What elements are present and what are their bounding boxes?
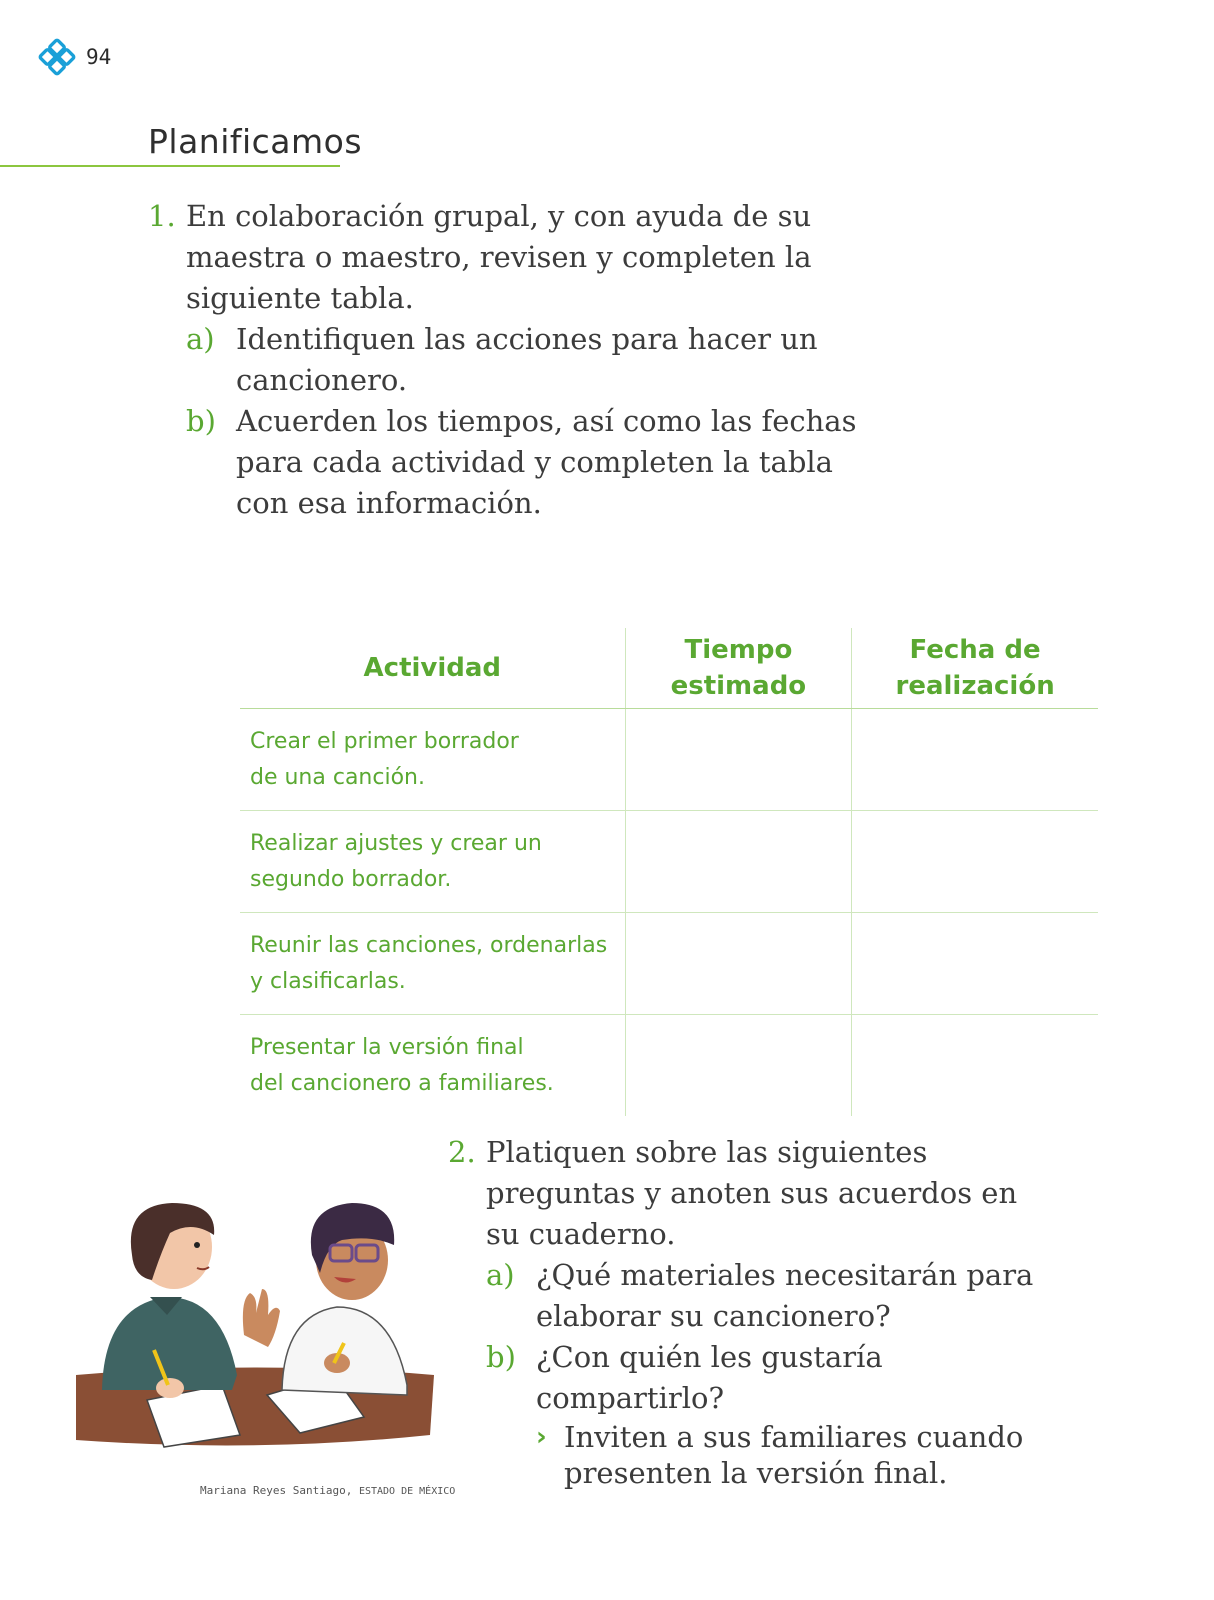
estimated-time-cell[interactable] — [625, 1015, 852, 1117]
estimated-time-cell[interactable] — [625, 913, 852, 1015]
question-1-line: siguiente tabla. — [186, 281, 414, 315]
activity-cell — [240, 709, 625, 811]
chevron-right-icon: › — [536, 1422, 547, 1452]
activity-cell — [240, 1015, 625, 1117]
header-activity: Actividad — [240, 628, 625, 709]
question-1 — [148, 196, 908, 524]
question-1-number: 1. — [148, 199, 176, 233]
item-line: con esa información. — [236, 486, 542, 520]
header-line: Fecha de — [909, 635, 1041, 665]
illustration-credit — [200, 1484, 455, 1497]
question-1-line: maestra o maestro, revisen y completen la — [186, 240, 812, 274]
bullet-line: presenten la versión final. — [564, 1456, 948, 1490]
completion-date-cell[interactable] — [852, 811, 1098, 913]
question-1-line: En colaboración grupal, y con ayuda de su — [186, 199, 812, 233]
credit-place: ESTADO DE MÉXICO — [358, 1486, 456, 1497]
estimated-time-cell[interactable] — [625, 811, 852, 913]
activity-line: Reunir las canciones, ordenarlas — [250, 932, 608, 958]
table-row — [240, 1015, 1098, 1117]
table-header-row — [240, 628, 1098, 709]
page-number: 94 — [86, 45, 112, 69]
students-illustration — [72, 1185, 442, 1475]
title-underline — [0, 165, 340, 167]
credit-author: Mariana Reyes Santiago, — [200, 1484, 353, 1497]
completion-date-cell[interactable] — [852, 709, 1098, 811]
item-line: para cada actividad y completen la tabla — [236, 445, 833, 479]
question-2-line: Platiquen sobre las siguientes — [486, 1135, 928, 1169]
item-line: cancionero. — [236, 363, 408, 397]
header-line: estimado — [670, 671, 807, 701]
header-line: realización — [895, 671, 1055, 701]
item-line: ¿Con quién les gustaría — [536, 1340, 883, 1374]
header-estimated-time — [625, 628, 852, 709]
completion-date-cell[interactable] — [852, 913, 1098, 1015]
item-line: elaborar su cancionero? — [536, 1299, 891, 1333]
table-row — [240, 709, 1098, 811]
activity-line: Presentar la versión final — [250, 1034, 524, 1060]
activity-line: Crear el primer borrador — [250, 728, 519, 754]
activity-cell — [240, 913, 625, 1015]
header-completion-date — [852, 628, 1098, 709]
activity-line: y clasificarlas. — [250, 968, 406, 994]
item-line: ¿Qué materiales necesitarán para — [536, 1258, 1034, 1292]
activity-line: Realizar ajustes y crear un — [250, 830, 542, 856]
item-label: a) — [186, 322, 215, 356]
planning-table — [240, 628, 1098, 1116]
estimated-time-cell[interactable] — [625, 709, 852, 811]
flower-logo-icon — [38, 38, 76, 76]
activity-line: de una canción. — [250, 764, 425, 790]
question-2-line: preguntas y anoten sus acuerdos en — [486, 1176, 1018, 1210]
question-2-line: su cuaderno. — [486, 1217, 676, 1251]
question-2 — [448, 1132, 1088, 1491]
header-line: Tiempo — [684, 635, 793, 665]
item-line: compartirlo? — [536, 1381, 724, 1415]
question-2-number: 2. — [448, 1135, 476, 1169]
table-row — [240, 913, 1098, 1015]
table-row — [240, 811, 1098, 913]
item-line: Acuerden los tiempos, así como las fechas — [236, 404, 857, 438]
item-label: a) — [486, 1258, 515, 1292]
activity-cell — [240, 811, 625, 913]
item-label: b) — [486, 1340, 516, 1374]
completion-date-cell[interactable] — [852, 1015, 1098, 1117]
activity-line: segundo borrador. — [250, 866, 452, 892]
item-label: b) — [186, 404, 216, 438]
bullet-line: Inviten a sus familiares cuando — [564, 1420, 1024, 1454]
section-title: Planificamos — [148, 122, 363, 161]
activity-line: del cancionero a familiares. — [250, 1070, 554, 1096]
item-line: Identifiquen las acciones para hacer un — [236, 322, 818, 356]
page-folio — [38, 38, 111, 76]
